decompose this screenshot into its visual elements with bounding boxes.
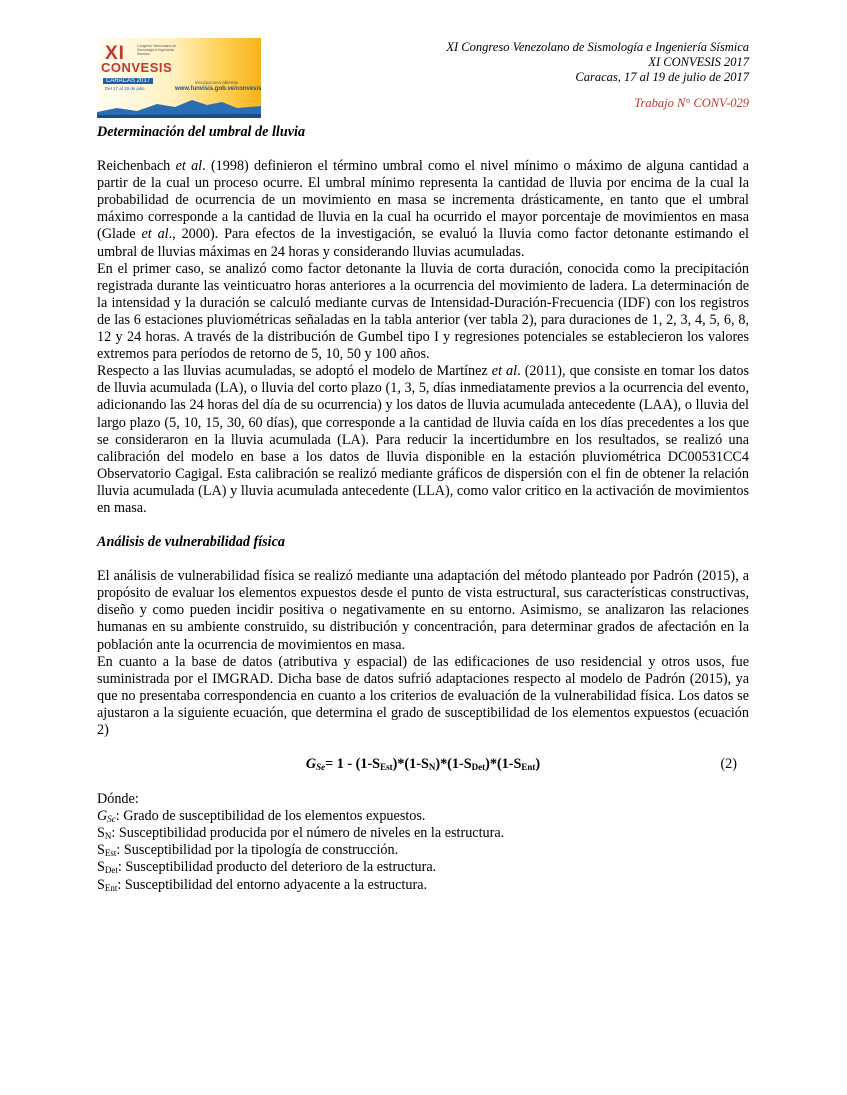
paragraph: El análisis de vulnerabilidad física se realizó mediante una adaptación del método planteado por Padrón (2015), a propósito de evaluar los elementos expuestos desde el punto de vista estructural, sus características constructivas, diseño y como pueden incidir positiva o negativamente en su entorno. Asimismo, se analizaron las relaciones humanas en su ambiente construido, su distribución y concentración, para determinar grados de afectación en la población ante la ocurrencia de movimientos en masa. [97,568,749,653]
def-subscript: Det [104,865,118,876]
def-text: : Susceptibilidad por la tipología de construcción. [116,842,399,859]
text-run: Reichenbach [97,158,176,175]
logo-roman-numeral: XI [105,43,125,64]
equation-subscript: Ent [521,762,536,773]
section-heading-vulnerability: Análisis de vulnerabilidad física [97,534,285,551]
body-content [97,124,749,894]
text-run: . (2011), que consiste en tomar los datos de lluvia acumulada (LA), o lluvia del corto plazo (1, 3, 5, días inmediatamente previos a la ocurrencia del evento, adicionando las 24 horas del día de su ocurrencia) y los datos de lluvia acumulada antecedente (LAA), o lluvia del largo plazo (5, 10, 15, 30, 60 días), que corresponde a la cantidad de lluvia caída en los días precedentes a los que se consideraron en la lluvia acumulada (LA). Para reducir la incertidumbre en los resultados, se realizó una calibración del modelo en base a los datos de lluvia disponible en la estación pluviométrica DC00531CC4 Observatorio Cagigal. Esta calibración se realizó mediante gráficos de dispersión con el fin de obtener la relación lluvia acumulada (LA) y lluvia acumulada antecedente (LLA), como valor critico en la activación de movimientos en masa. [97,363,749,516]
logo-url: www.funvisis.gob.ve/convesis [175,86,261,92]
text-run: ., 2000). Para efectos de la investigación, se evaluó la lluvia como factor detonante estimando el umbral de lluvias máximas en 24 horas y considerando lluvias acumuladas. [97,226,749,260]
spacer [97,517,749,534]
section-heading-rain-threshold: Determinación del umbral de lluvia [97,124,306,140]
equation-subscript: Est [380,762,393,773]
conference-header [446,40,749,85]
text-run: . (1998) definieron el término umbral como el nivel mínimo o máximo de alguna cantidad a partir de la cual un proceso ocurre. El umbral mínimo representa la cantidad de lluvia por encima de la cual la probabilidad de ocurrencia de un movimiento en masa se incrementa drásticamente, en tanto que el umbral máximo corresponde a la cantidad de lluvia en la cual ha ocurrido el mayor porcentaje de movimientos en masa (Glade [97,158,750,243]
convesis-logo [97,38,261,118]
def-text: : Grado de susceptibilidad de los elementos expuestos. [115,808,426,825]
logo-city-year: CARACAS 2017 [103,78,153,84]
paragraph [97,363,749,517]
paragraph [97,158,749,261]
def-subscript: Ent [104,882,118,893]
def-subscript: Est [104,848,117,859]
definition-item [97,825,749,842]
equation-part: = 1 - (1-S [325,756,381,773]
spacer [97,739,749,756]
header-line-2: XI CONVESIS 2017 [648,55,749,69]
def-subscript: Sc [107,814,116,825]
logo-dates: Del 17 al 19 de julio [105,86,145,91]
equation-subscript: Det [471,762,486,773]
definition-item [97,877,749,894]
def-text: : Susceptibilidad del entorno adyacente a la estructura. [117,876,428,893]
logo-registration: inscripciones abiertas [195,80,239,85]
mountain-skyline-icon [97,96,261,118]
def-symbol: S [97,825,105,842]
def-symbol: S [97,859,105,876]
paper-id: Trabajo N° CONV-029 [634,96,749,110]
def-text: : Susceptibilidad producida por el número de niveles en la estructura. [111,825,505,842]
text-run-italic: et al [491,363,518,380]
text-run-italic: et al [141,226,169,243]
equation-part: )*(1-S [392,756,429,773]
header-line-1: XI Congreso Venezolano de Sismología e Ingeniería Sísmica [446,40,749,54]
def-symbol: G [97,808,108,825]
definition-item [97,842,749,859]
equation-subscript: N [428,762,436,773]
equation-2 [97,756,749,774]
logo-name: CONVESIS [101,60,173,75]
logo-subtitle: Congreso Venezolano de Sismología e Ingeniería Sísmica [137,44,177,57]
def-text: : Susceptibilidad producto del deterioro de la estructura. [117,859,437,876]
equation-subscript: Se [316,762,326,773]
spacer [97,141,749,158]
text-run-italic: et al [175,158,203,175]
equation-part: )*(1-S [435,756,472,773]
def-symbol: S [97,876,105,893]
definition-intro: Dónde: [97,791,139,808]
definition-item [97,859,749,876]
def-symbol: S [97,842,105,859]
paragraph: En el primer caso, se analizó como factor detonante la lluvia de corta duración, conocida como la precipitación registrada durante las veinticuatro horas anteriores a la ocurrencia del movimiento de ladera. La determinación de la intensidad y la duración se calculó mediante curvas de Intensidad-Duración-Frecuencia (IDF) con los registros de las 6 estaciones pluviométricas señaladas en la tabla anterior (ver tabla 2), para duraciones de 1, 2, 3, 4, 5, 6, 8, 12 y 24 horas. A través de la distribución de Gumbel tipo I y regresiones potenciales se establecieron los valores extremos para períodos de retorno de 5, 10, 50 y 100 años. [97,260,749,363]
definition-item [97,808,749,825]
def-subscript: N [104,831,112,842]
equation-part: ) [535,756,541,773]
equation-number: (2) [720,756,737,773]
equation-symbol: G [305,756,317,773]
paragraph: En cuanto a la base de datos (atributiva y espacial) de las edificaciones de uso residencial y otros usos, fue suministrada por el IMGRAD. Dicha base de datos sufrió adaptaciones respecto al modelo de Padrón (2015), ya que no presentaba correspondencia en cuanto a los criterios de evaluación de la vulnerabilidad física. Los datos se ajustaron a la siguiente ecuación, que determina el grado de susceptibilidad de los elementos expuestos (ecuación 2) [97,653,749,738]
equation-part: )*(1-S [485,756,522,773]
spacer [97,551,749,568]
spacer [97,774,749,791]
definition-list [97,791,749,894]
header-line-3: Caracas, 17 al 19 de julio de 2017 [575,70,749,84]
text-run: Respecto a las lluvias acumuladas, se adoptó el modelo de Martínez [97,363,492,380]
